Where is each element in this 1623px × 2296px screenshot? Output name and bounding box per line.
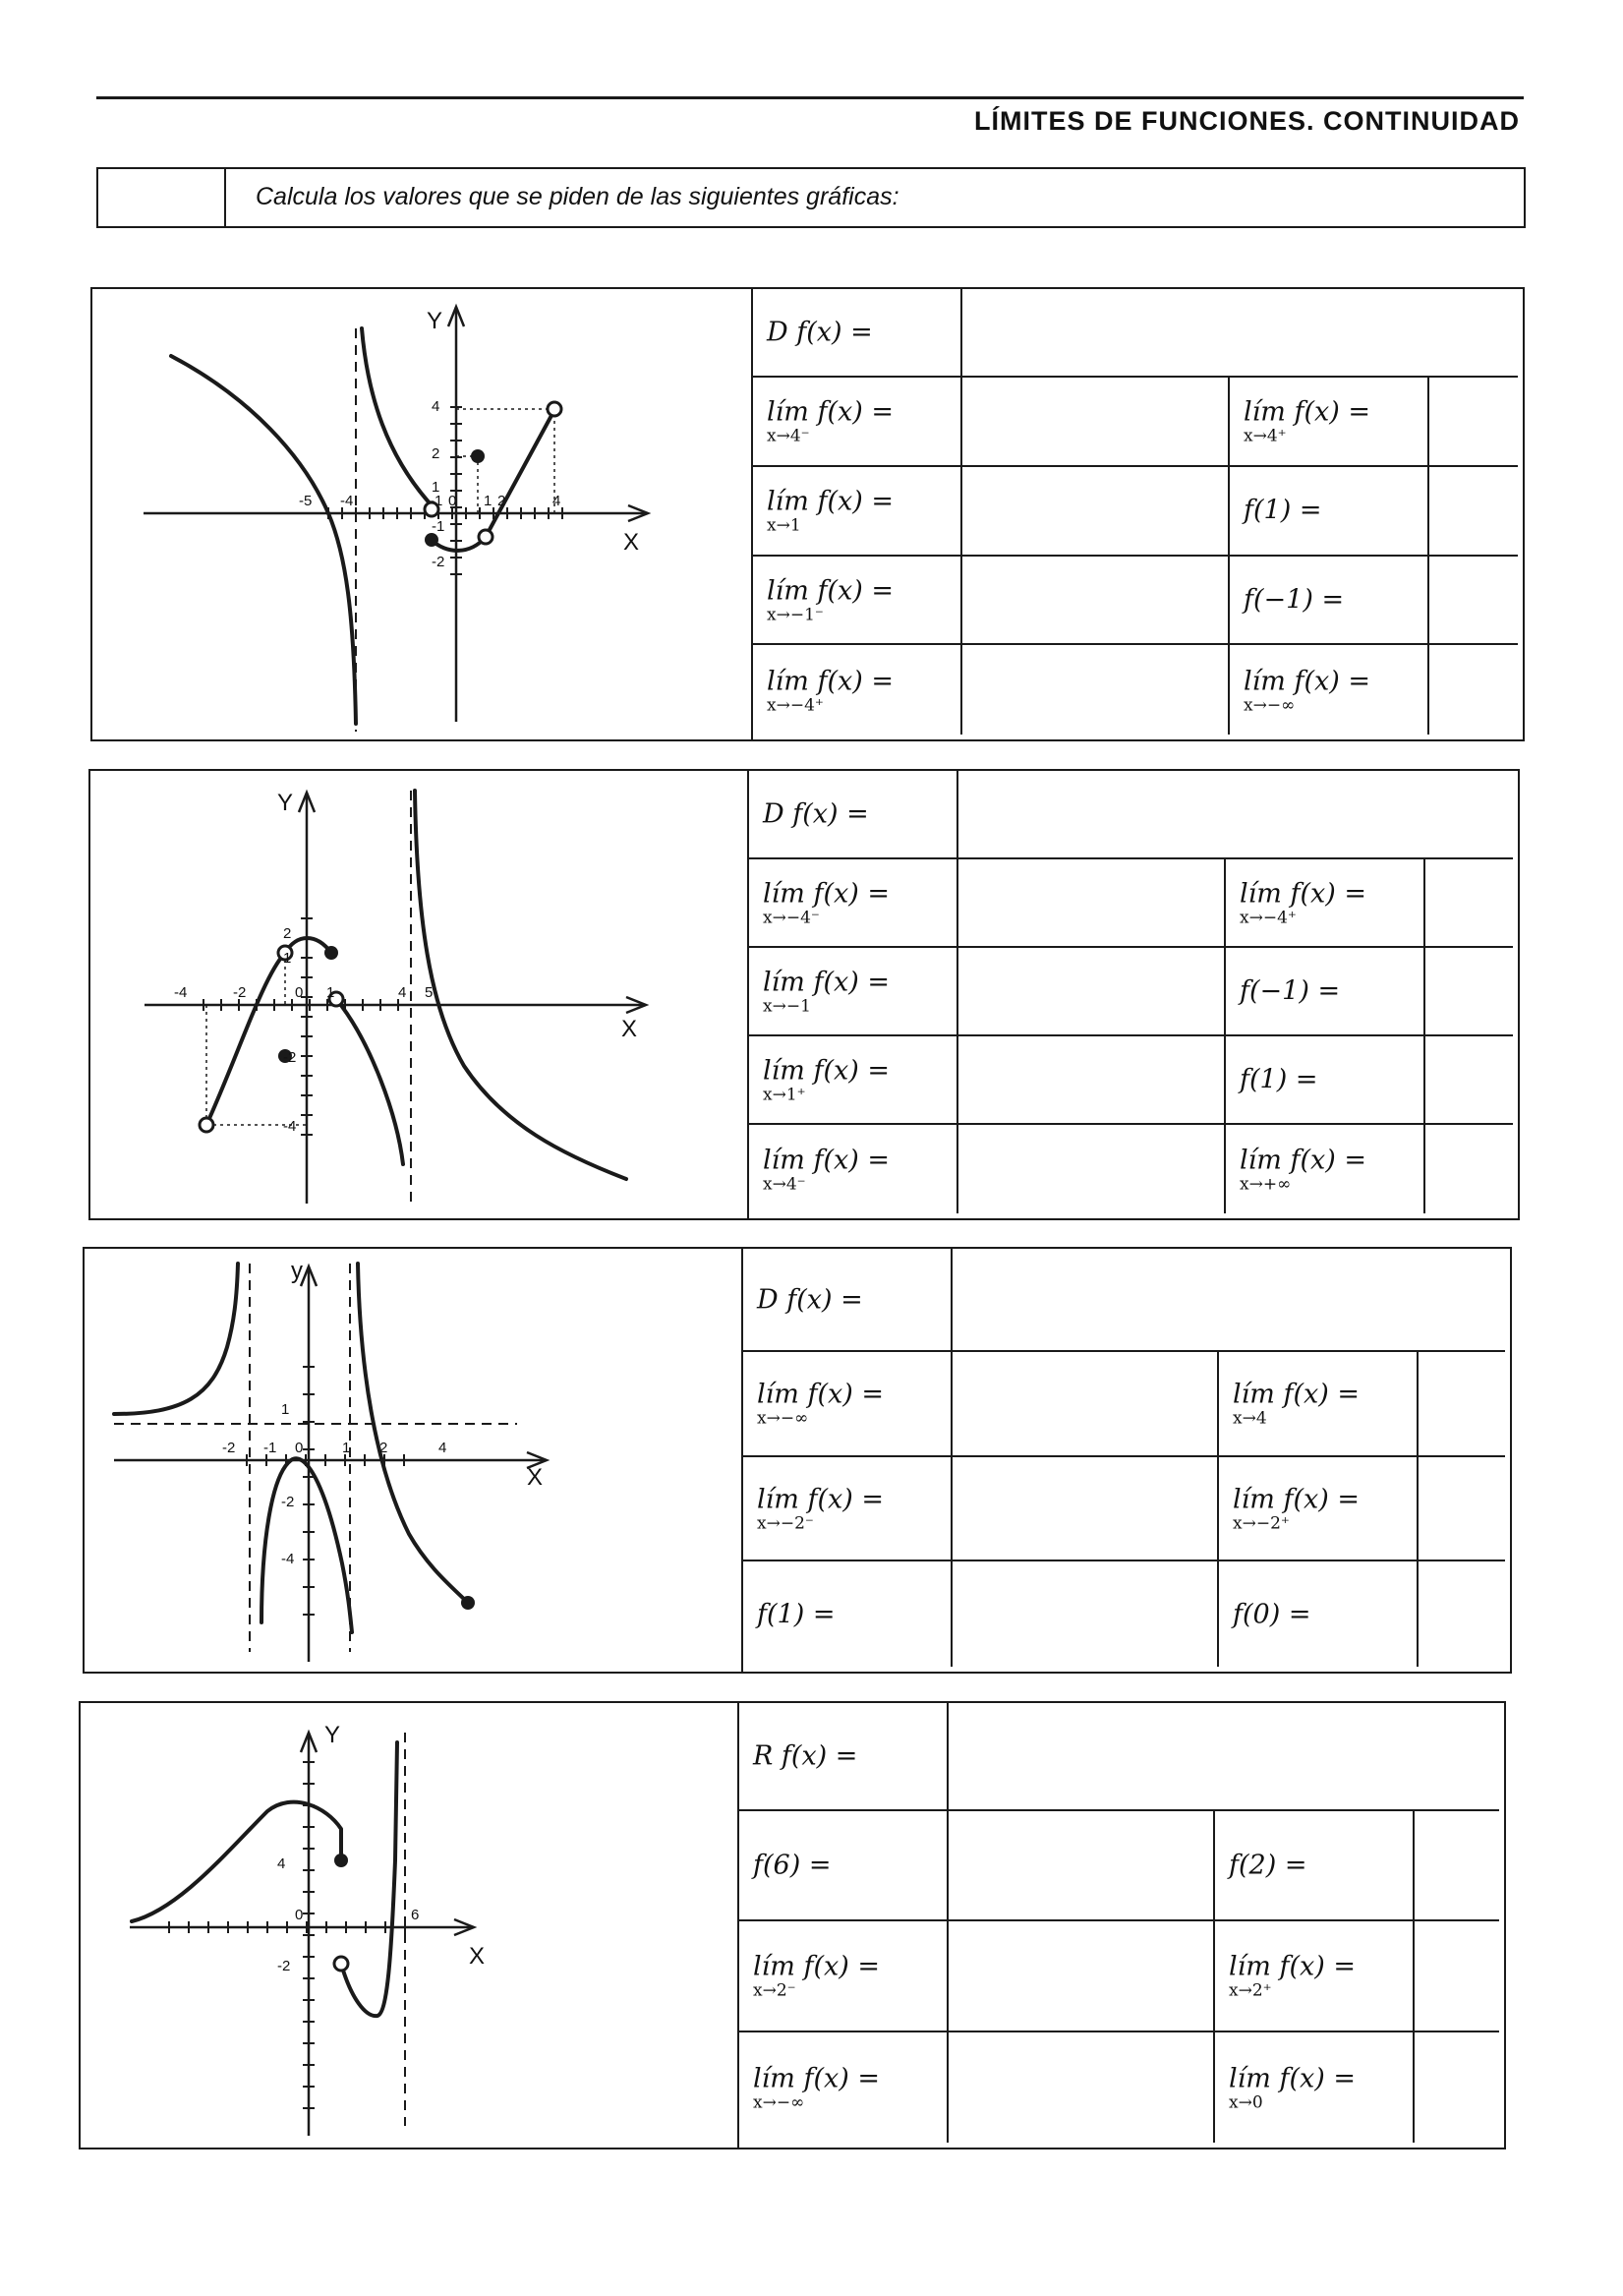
x-tick-label: 4 xyxy=(552,493,561,509)
instruction-number-cell xyxy=(98,169,226,226)
question-label: f(6) = xyxy=(753,1850,832,1881)
question-cell xyxy=(749,859,958,948)
answer-cell[interactable] xyxy=(958,859,1226,948)
question-label: lím f(x) = x→−4⁺ xyxy=(1240,878,1366,928)
question-cell xyxy=(1215,1921,1415,2031)
x-tick-label: -2 xyxy=(233,984,247,1001)
x-axis-label: X xyxy=(527,1464,544,1491)
question-cell xyxy=(749,948,958,1036)
x-tick-label: 2 xyxy=(379,1440,388,1456)
x-tick-label: 6 xyxy=(411,1907,420,1923)
domain-label: R f(x) = xyxy=(753,1740,858,1772)
y-axis-label: Y xyxy=(324,1722,341,1748)
answer-cell[interactable] xyxy=(1429,557,1518,646)
answer-cell[interactable] xyxy=(949,1921,1215,2031)
question-label: f(−1) = xyxy=(1244,584,1345,616)
y-tick-label: -2 xyxy=(283,1049,297,1066)
x-tick-label: -4 xyxy=(340,493,354,509)
x-tick-label: 2 xyxy=(497,493,506,509)
answer-cell[interactable] xyxy=(1415,1811,1499,1921)
question-label: lím f(x) = x→−2⁺ xyxy=(1233,1484,1360,1534)
question-label: lím f(x) = x→1 xyxy=(767,486,894,536)
domain-label: D f(x) = xyxy=(763,798,869,830)
page-title: LÍMITES DE FUNCIONES. CONTINUIDAD xyxy=(973,106,1520,136)
question-cell xyxy=(1219,1352,1419,1457)
question-cell xyxy=(1219,1561,1419,1667)
question-cell xyxy=(1230,645,1429,735)
graph-panel xyxy=(92,289,753,739)
answer-cell[interactable] xyxy=(1425,1125,1513,1213)
open-point xyxy=(548,402,561,416)
y-tick-label: 4 xyxy=(432,398,440,415)
filled-point xyxy=(461,1596,475,1610)
answer-cell[interactable] xyxy=(1425,1036,1513,1125)
question-cell xyxy=(1230,467,1429,557)
graph-branch-middle xyxy=(261,1458,352,1632)
question-cell xyxy=(753,467,962,557)
question-label: lím f(x) = x→−∞ xyxy=(1244,666,1370,716)
x-axis-label: X xyxy=(469,1943,486,1970)
filled-point xyxy=(334,1854,348,1867)
graph-branch-right xyxy=(341,1742,397,2016)
question-cell xyxy=(1226,948,1425,1036)
answer-table xyxy=(753,289,1518,739)
answer-cell[interactable] xyxy=(1415,1921,1499,2031)
question-cell xyxy=(1226,859,1425,948)
answer-cell[interactable] xyxy=(1429,645,1518,735)
answer-cell[interactable] xyxy=(1419,1457,1505,1562)
question-label: lím f(x) = x→−4⁺ xyxy=(767,666,894,716)
x-tick-label: 0 xyxy=(295,1440,304,1456)
question-cell xyxy=(749,1036,958,1125)
question-label: lím f(x) = x→4⁺ xyxy=(1244,396,1370,446)
x-axis-label: X xyxy=(623,529,640,556)
question-label: lím f(x) = x→4 xyxy=(1233,1379,1360,1429)
answer-cell[interactable] xyxy=(962,557,1230,646)
domain-label: D f(x) = xyxy=(767,317,873,348)
question-label: f(1) = xyxy=(1244,495,1322,526)
x-tick-label: 4 xyxy=(398,984,407,1001)
y-tick-label: -4 xyxy=(283,1118,297,1135)
instruction-box xyxy=(96,167,1526,228)
graph-branch-right xyxy=(415,791,626,1179)
answer-cell[interactable] xyxy=(953,1352,1219,1457)
filled-point xyxy=(324,946,338,960)
y-tick-label: -2 xyxy=(432,554,445,570)
y-tick-label: -2 xyxy=(277,1958,291,1974)
answer-cell[interactable] xyxy=(1419,1352,1505,1457)
answer-cell[interactable] xyxy=(958,948,1226,1036)
answer-table xyxy=(743,1249,1505,1672)
x-tick-label: 0 xyxy=(295,1907,304,1923)
x-tick-label: -4 xyxy=(174,984,188,1001)
domain-label-cell xyxy=(749,771,958,859)
graph-branch-right xyxy=(358,1264,468,1603)
guide-line xyxy=(456,456,478,513)
question-cell xyxy=(743,1352,953,1457)
question-cell xyxy=(1230,378,1429,467)
question-cell xyxy=(739,1921,949,2031)
x-tick-label: 1 xyxy=(484,493,493,509)
exercise-2 xyxy=(88,769,1520,1220)
exercise-3 xyxy=(83,1247,1512,1674)
answer-table xyxy=(749,771,1513,1218)
question-label: lím f(x) = x→4⁻ xyxy=(763,1145,890,1195)
function-graph xyxy=(90,771,747,1213)
question-label: lím f(x) = x→4⁻ xyxy=(767,396,894,446)
answer-cell[interactable] xyxy=(949,2032,1215,2143)
y-tick-label: 2 xyxy=(432,445,440,462)
question-label: lím f(x) = x→−∞ xyxy=(753,2063,880,2113)
answer-cell[interactable] xyxy=(962,378,1230,467)
question-cell xyxy=(739,1811,949,1921)
function-graph xyxy=(92,289,751,735)
y-tick-label: 4 xyxy=(277,1855,286,1872)
answer-cell[interactable] xyxy=(1425,859,1513,948)
open-point xyxy=(200,1118,213,1132)
question-cell xyxy=(739,2032,949,2143)
graph-panel xyxy=(85,1249,743,1672)
question-label: f(1) = xyxy=(757,1599,836,1630)
y-tick-label: 1 xyxy=(283,950,292,967)
answer-cell[interactable] xyxy=(1425,948,1513,1036)
filled-point xyxy=(471,449,485,463)
answer-cell[interactable] xyxy=(962,645,1230,735)
x-tick-label: 5 xyxy=(425,984,434,1001)
graph-branch-middle xyxy=(336,999,403,1164)
x-tick-label: -5 xyxy=(299,493,313,509)
domain-label-cell xyxy=(743,1249,953,1352)
graph-branch-left xyxy=(171,356,356,724)
y-tick-label: 2 xyxy=(283,925,292,942)
question-label: lím f(x) = x→−∞ xyxy=(757,1379,884,1429)
domain-label-cell xyxy=(753,289,962,378)
x-tick-label: 0 xyxy=(295,984,304,1001)
question-cell xyxy=(1215,1811,1415,1921)
question-cell xyxy=(753,645,962,735)
question-label: lím f(x) = x→−4⁻ xyxy=(763,878,890,928)
graph-panel xyxy=(81,1703,739,2148)
exercise-4 xyxy=(79,1701,1506,2149)
question-label: f(−1) = xyxy=(1240,975,1341,1007)
y-tick-label: 1 xyxy=(432,479,440,496)
question-cell xyxy=(743,1457,953,1562)
answer-cell[interactable] xyxy=(958,1036,1226,1125)
x-tick-label: -1 xyxy=(263,1440,277,1456)
question-cell xyxy=(1226,1125,1425,1213)
question-label: f(2) = xyxy=(1229,1850,1307,1881)
y-tick-label: -1 xyxy=(432,518,445,535)
question-cell xyxy=(1230,557,1429,646)
graph-branch-left xyxy=(114,1264,238,1414)
exercise-1 xyxy=(90,287,1525,741)
instruction-text: Calcula los valores que se piden de las siguientes gráficas: xyxy=(256,183,899,210)
open-point xyxy=(479,530,493,544)
domain-label-cell xyxy=(739,1703,949,1811)
question-label: lím f(x) = x→2⁺ xyxy=(1229,1951,1356,2001)
y-axis-label: Y xyxy=(427,308,443,334)
question-label: lím f(x) = x→−1 xyxy=(763,967,890,1017)
answer-cell[interactable] xyxy=(1415,2032,1499,2143)
graph-branch-left xyxy=(206,953,285,1125)
question-label: f(0) = xyxy=(1233,1599,1311,1630)
graph-branch-middle xyxy=(362,328,432,505)
question-label: lím f(x) = x→2⁻ xyxy=(753,1951,880,2001)
graph-panel xyxy=(90,771,749,1218)
answer-cell[interactable] xyxy=(962,467,1230,557)
question-cell xyxy=(753,557,962,646)
x-tick-label: 1 xyxy=(342,1440,351,1456)
answer-cell[interactable] xyxy=(958,1125,1226,1213)
question-cell xyxy=(753,378,962,467)
question-cell xyxy=(743,1561,953,1667)
domain-answer-cell[interactable] xyxy=(949,1703,1499,1811)
question-cell xyxy=(1215,2032,1415,2143)
top-rule xyxy=(96,96,1524,99)
question-label: lím f(x) = x→−1⁻ xyxy=(767,575,894,625)
domain-answer-cell[interactable] xyxy=(962,289,1518,378)
domain-answer-cell[interactable] xyxy=(953,1249,1505,1352)
domain-label: D f(x) = xyxy=(757,1284,863,1315)
y-axis-label: y xyxy=(291,1258,303,1284)
function-graph xyxy=(85,1249,741,1667)
question-label: lím f(x) = x→−2⁻ xyxy=(757,1484,884,1534)
question-cell xyxy=(1226,1036,1425,1125)
answer-cell[interactable] xyxy=(953,1561,1219,1667)
answer-cell[interactable] xyxy=(1429,378,1518,467)
domain-answer-cell[interactable] xyxy=(958,771,1513,859)
x-tick-label: 0 xyxy=(448,493,457,509)
answer-cell[interactable] xyxy=(1429,467,1518,557)
x-axis-label: X xyxy=(621,1016,638,1042)
x-tick-label: 1 xyxy=(326,984,335,1001)
answer-table xyxy=(739,1703,1499,2148)
question-cell xyxy=(1219,1457,1419,1562)
function-graph xyxy=(81,1703,737,2143)
answer-cell[interactable] xyxy=(949,1811,1215,1921)
y-axis-label: Y xyxy=(277,790,294,816)
question-cell xyxy=(749,1125,958,1213)
question-label: lím f(x) = x→+∞ xyxy=(1240,1145,1366,1195)
y-tick-label: 1 xyxy=(281,1401,290,1418)
question-label: f(1) = xyxy=(1240,1064,1318,1095)
answer-cell[interactable] xyxy=(1419,1561,1505,1667)
graph-branch-right xyxy=(432,410,554,551)
open-point xyxy=(334,1957,348,1971)
answer-cell[interactable] xyxy=(953,1457,1219,1562)
question-label: lím f(x) = x→1⁺ xyxy=(763,1055,890,1105)
y-tick-label: -4 xyxy=(281,1551,295,1567)
x-tick-label: 4 xyxy=(438,1440,447,1456)
y-tick-label: -2 xyxy=(281,1494,295,1510)
filled-point xyxy=(425,533,438,547)
x-tick-label: -1 xyxy=(430,493,443,509)
x-tick-label: -2 xyxy=(222,1440,236,1456)
question-label: lím f(x) = x→0 xyxy=(1229,2063,1356,2113)
